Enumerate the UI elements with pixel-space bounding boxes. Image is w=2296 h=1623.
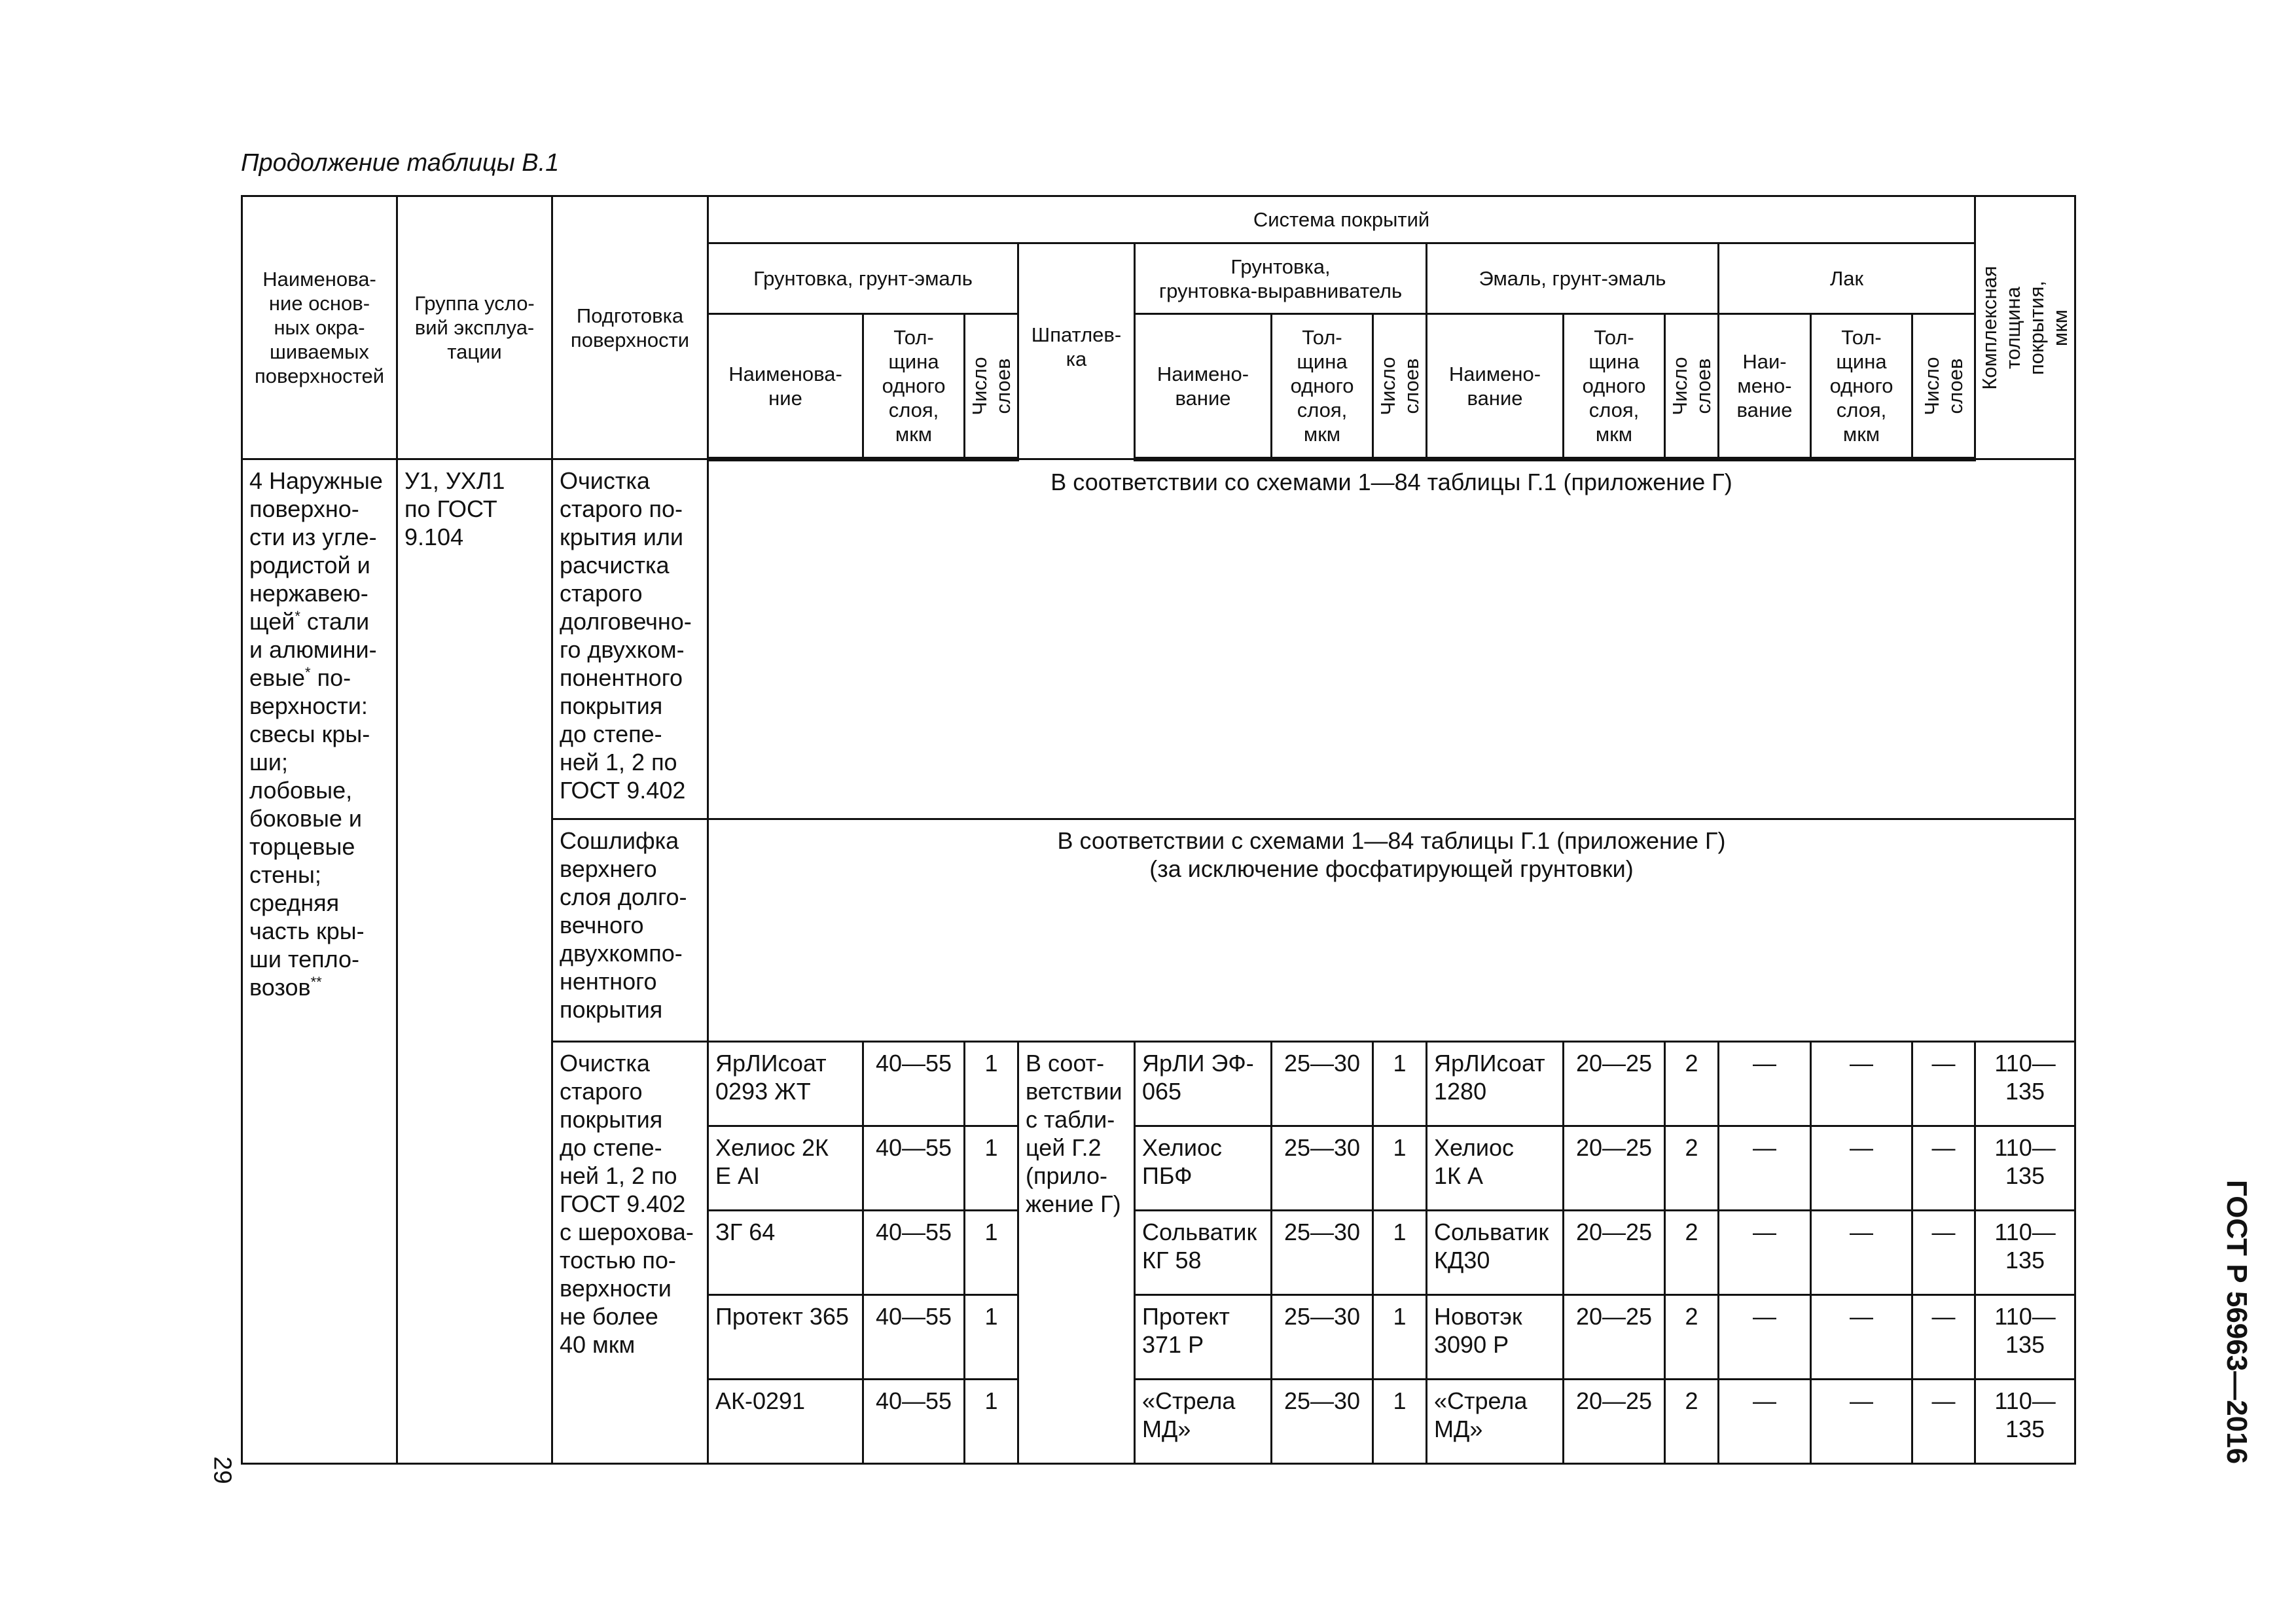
enamel-name: Новотэк 3090 Р: [1427, 1295, 1564, 1380]
enamel-thickness: 20—25: [1564, 1042, 1665, 1126]
enamel-thickness: 20—25: [1564, 1380, 1665, 1464]
header-prep: Подготовка поверхности: [552, 196, 708, 459]
page-number: 29: [208, 1456, 236, 1484]
total-thickness: 110— 135: [1975, 1380, 2075, 1464]
header-enamel-group: Эмаль, грунт-эмаль: [1427, 243, 1719, 314]
varnish-layers: —: [1912, 1211, 1975, 1295]
total-thickness: 110— 135: [1975, 1042, 2075, 1126]
putty-reference: В соот- ветствии с табли- цей Г.2 (прило- жение Г): [1018, 1042, 1135, 1464]
header-putty: Шпатлев- ка: [1018, 243, 1135, 459]
enamel-thickness: 20—25: [1564, 1295, 1665, 1380]
leveler-thickness: 25—30: [1272, 1126, 1373, 1211]
enamel-name: Сольватик КД30: [1427, 1211, 1564, 1295]
footnote-mark: **: [310, 974, 322, 990]
surface-prep: Очистка старого по- крытия или расчистка старого долговечно- го двухком- понентного покрытия до степе- ней 1, 2 по ГОСТ 9.402: [552, 459, 708, 819]
header-thickness: Тол- щина одного слоя, мкм: [1811, 314, 1912, 459]
varnish-layers: —: [1912, 1042, 1975, 1126]
varnish-layers: —: [1912, 1295, 1975, 1380]
primer-layers: 1: [965, 1380, 1018, 1464]
varnish-layers: —: [1912, 1380, 1975, 1464]
operating-group: У1, УХЛ1 по ГОСТ 9.104: [397, 459, 552, 1464]
enamel-layers: 2: [1665, 1380, 1719, 1464]
header-group: Группа усло- вий эксплуа- тации: [397, 196, 552, 459]
system-reference: В соответствии с схемами 1—84 таблицы Г.1 (приложение Г) (за исключение фосфатирующей грунтовки): [708, 819, 2075, 1042]
primer-thickness: 40—55: [863, 1211, 965, 1295]
varnish-thickness: —: [1811, 1295, 1912, 1380]
header-thickness: Тол- щина одного слоя, мкм: [1272, 314, 1373, 459]
enamel-name: ЯрЛИсоат 1280: [1427, 1042, 1564, 1126]
header-name: Наимено- вание: [1135, 314, 1272, 459]
varnish-name: —: [1719, 1295, 1811, 1380]
leveler-thickness: 25—30: [1272, 1380, 1373, 1464]
primer-name: ЯрЛИсоат 0293 ЖТ: [708, 1042, 863, 1126]
header-primer-group: Грунтовка, грунт-эмаль: [708, 243, 1018, 314]
surface-prep: Очистка старого покрытия до степе- ней 1, 2 по ГОСТ 9.402 с шерохова- тостью по- верхности не более 40 мкм: [552, 1042, 708, 1464]
varnish-name: —: [1719, 1126, 1811, 1211]
leveler-layers: 1: [1373, 1126, 1427, 1211]
leveler-layers: 1: [1373, 1211, 1427, 1295]
header-surfaces: Наименова- ние основ- ных окра- шиваемых поверхностей: [242, 196, 397, 459]
primer-name: Протект 365: [708, 1295, 863, 1380]
leveler-layers: 1: [1373, 1042, 1427, 1126]
header-name: Наименова- ние: [708, 314, 863, 459]
system-reference: В соответствии со схемами 1—84 таблицы Г.1 (приложение Г): [708, 459, 2075, 819]
leveler-name: Сольватик КГ 58: [1135, 1211, 1272, 1295]
enamel-layers: 2: [1665, 1295, 1719, 1380]
header-name: Наимено- вание: [1427, 314, 1564, 459]
header-layers-text: Число слоев: [1668, 356, 1715, 416]
enamel-name: Хелиос 1К А: [1427, 1126, 1564, 1211]
header-layers: [1912, 314, 1975, 459]
total-thickness: 110— 135: [1975, 1295, 2075, 1380]
enamel-thickness: 20—25: [1564, 1211, 1665, 1295]
leveler-thickness: 25—30: [1272, 1295, 1373, 1380]
surface-prep: Сошлифка верхнего слоя долго- вечного двухкомпо- нентного покрытия: [552, 819, 708, 1042]
leveler-layers: 1: [1373, 1380, 1427, 1464]
header-layers: [1373, 314, 1427, 459]
leveler-name: «Стрела МД»: [1135, 1380, 1272, 1464]
varnish-name: —: [1719, 1211, 1811, 1295]
total-thickness: 110— 135: [1975, 1126, 2075, 1211]
enamel-name: «Стрела МД»: [1427, 1380, 1564, 1464]
varnish-thickness: —: [1811, 1126, 1912, 1211]
enamel-thickness: 20—25: [1564, 1126, 1665, 1211]
header-thickness: Тол- щина одного слоя, мкм: [1564, 314, 1665, 459]
varnish-thickness: —: [1811, 1211, 1912, 1295]
enamel-layers: 2: [1665, 1126, 1719, 1211]
header-layers-text: Число слоев: [1376, 356, 1423, 416]
header-name: Наи- мено- вание: [1719, 314, 1811, 459]
primer-name: ЗГ 64: [708, 1211, 863, 1295]
header-system: Система покрытий: [708, 196, 1975, 243]
footnote-mark: *: [305, 664, 311, 681]
primer-layers: 1: [965, 1211, 1018, 1295]
surface-text-2: стали и алюмини- евые: [249, 608, 377, 691]
surface-text-1: 4 Наружные поверхно- сти из угле- родистой и нержавею- щей: [249, 467, 383, 635]
leveler-thickness: 25—30: [1272, 1211, 1373, 1295]
header-layers: [965, 314, 1018, 459]
header-layers: [1665, 314, 1719, 459]
coating-table: [241, 195, 2076, 1465]
leveler-name: Хелиос ПБФ: [1135, 1126, 1272, 1211]
surface-text-3: по- верхности: свесы кры- ши; лобовые, боковые и торцевые стены; средняя часть кры- ши тепло- возов: [249, 664, 370, 1001]
header-layers-text: Число слоев: [967, 356, 1014, 416]
varnish-layers: —: [1912, 1126, 1975, 1211]
primer-thickness: 40—55: [863, 1380, 965, 1464]
primer-name: Хелиос 2К Е AI: [708, 1126, 863, 1211]
varnish-thickness: —: [1811, 1042, 1912, 1126]
surface-description: [242, 459, 397, 1464]
total-thickness: 110— 135: [1975, 1211, 2075, 1295]
header-total-text: Комплексная толщина покрытия, мкм: [1978, 265, 2072, 390]
footnote-mark: *: [295, 608, 300, 624]
header-layers-text: Число слоев: [1920, 356, 1967, 416]
primer-thickness: 40—55: [863, 1295, 965, 1380]
primer-layers: 1: [965, 1042, 1018, 1126]
header-thickness: Тол- щина одного слоя, мкм: [863, 314, 965, 459]
leveler-thickness: 25—30: [1272, 1042, 1373, 1126]
enamel-layers: 2: [1665, 1042, 1719, 1126]
leveler-layers: 1: [1373, 1295, 1427, 1380]
varnish-name: —: [1719, 1042, 1811, 1126]
primer-name: АК-0291: [708, 1380, 863, 1464]
varnish-name: —: [1719, 1380, 1811, 1464]
enamel-layers: 2: [1665, 1211, 1719, 1295]
header-leveler-group: Грунтовка, грунтовка-выравниватель: [1135, 243, 1427, 314]
leveler-name: Протект 371 Р: [1135, 1295, 1272, 1380]
table-caption: Продолжение таблицы В.1: [241, 149, 560, 177]
header-row: [242, 196, 2075, 243]
header-total: [1975, 196, 2075, 459]
primer-layers: 1: [965, 1295, 1018, 1380]
header-varnish-group: Лак: [1719, 243, 1975, 314]
primer-layers: 1: [965, 1126, 1018, 1211]
table-row: [242, 459, 2075, 819]
standard-code: ГОСТ Р 56963—2016: [2221, 1179, 2253, 1465]
varnish-thickness: —: [1811, 1380, 1912, 1464]
leveler-name: ЯрЛИ ЭФ- 065: [1135, 1042, 1272, 1126]
primer-thickness: 40—55: [863, 1042, 965, 1126]
primer-thickness: 40—55: [863, 1126, 965, 1211]
